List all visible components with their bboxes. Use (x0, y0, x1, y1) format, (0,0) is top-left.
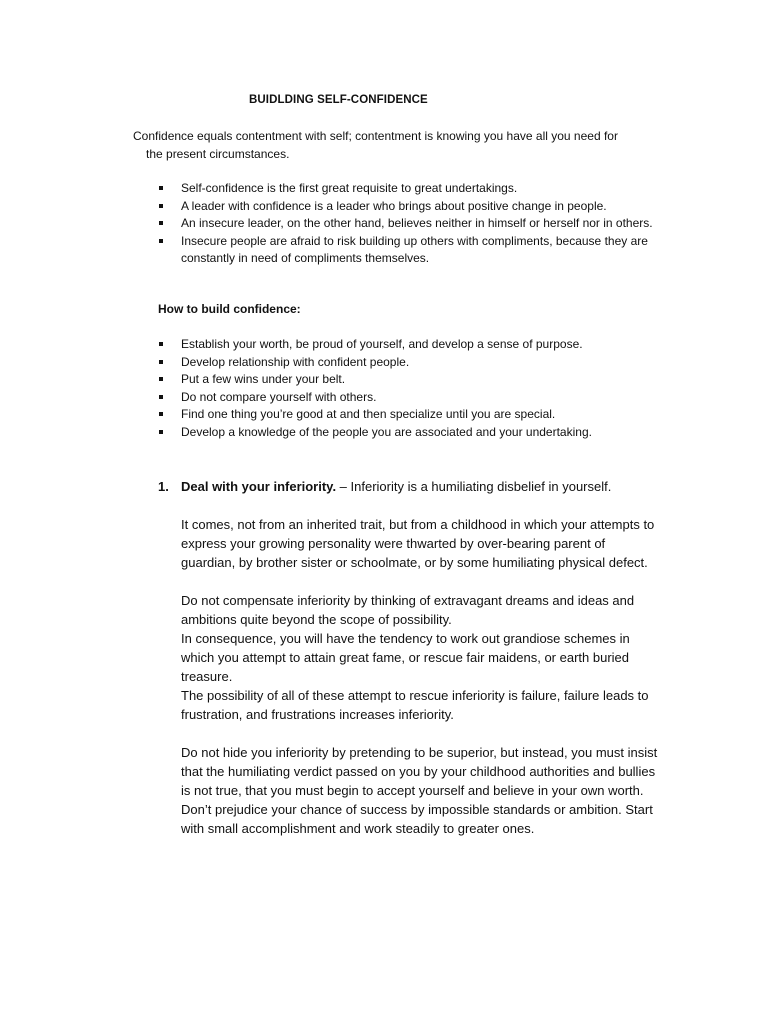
intro-line-2: the present circumstances. (146, 146, 290, 161)
list-item: Develop relationship with confident people. (158, 354, 678, 372)
list-item: An insecure leader, on the other hand, believes neither in himself or herself nor in others. (158, 215, 678, 233)
section-heading: Deal with your inferiority. (181, 479, 337, 494)
paragraph-hide: Do not hide you inferiority by pretending to be superior, but instead, you must insist that the humiliating verdict passed on you by your childhood authorities and bullies is not true, that you must begin to accept yourself and believe in your own worth. (181, 745, 658, 798)
list-item: Establish your worth, be proud of yourself, and develop a sense of purpose. (158, 336, 678, 354)
list-item: Self-confidence is the first great requisite to great undertakings. (158, 180, 678, 198)
list-item: A leader with confidence is a leader who brings about positive change in people. (158, 198, 678, 216)
document-title: BUIDLDING SELF-CONFIDENCE (249, 94, 428, 106)
section-heading-rest: – Inferiority is a humiliating disbelief in yourself. (336, 479, 612, 494)
paragraph-consequence: In consequence, you will have the tendency to work out grandiose schemes in which you attempt to attain great fame, or rescue fair maidens, or earth buried treasure. (181, 631, 630, 684)
intro-paragraph (133, 128, 673, 163)
paragraph-possibility: The possibility of all of these attempt to rescue inferiority is failure, failure leads to frustration, and frustrations increases inferiority. (181, 688, 649, 722)
paragraph-prejudice: Don’t prejudice your chance of success by impossible standards or ambition. Start with small accomplishment and work steadily to greater ones. (181, 802, 653, 836)
how-to-bullet-list (158, 336, 678, 442)
list-item: Develop a knowledge of the people you are associated and your undertaking. (158, 424, 678, 442)
how-to-heading: How to build confidence: (158, 302, 301, 316)
section-inferiority (158, 477, 658, 838)
section-heading-line (158, 477, 658, 496)
paragraph-compensate: Do not compensate inferiority by thinking of extravagant dreams and ideas and ambitions quite beyond the scope of possibility. (181, 593, 635, 627)
intro-line-1: Confidence equals contentment with self; contentment is knowing you have all you need for (133, 129, 618, 143)
list-item: Do not compare yourself with others. (158, 389, 678, 407)
list-item: Put a few wins under your belt. (158, 371, 678, 389)
paragraph-origin: It comes, not from an inherited trait, but from a childhood in which your attempts to express your growing personality were thwarted by over-bearing parent of guardian, by brother sister or schoolmate, or by some humiliating physical defect. (181, 517, 655, 570)
leadership-bullet-list (158, 180, 678, 268)
list-item: Find one thing you’re good at and then specialize until you are special. (158, 406, 678, 424)
section-number: 1. (158, 479, 169, 494)
list-item: Insecure people are afraid to risk building up others with compliments, because they are constantly in need of compliments themselves. (158, 233, 678, 268)
